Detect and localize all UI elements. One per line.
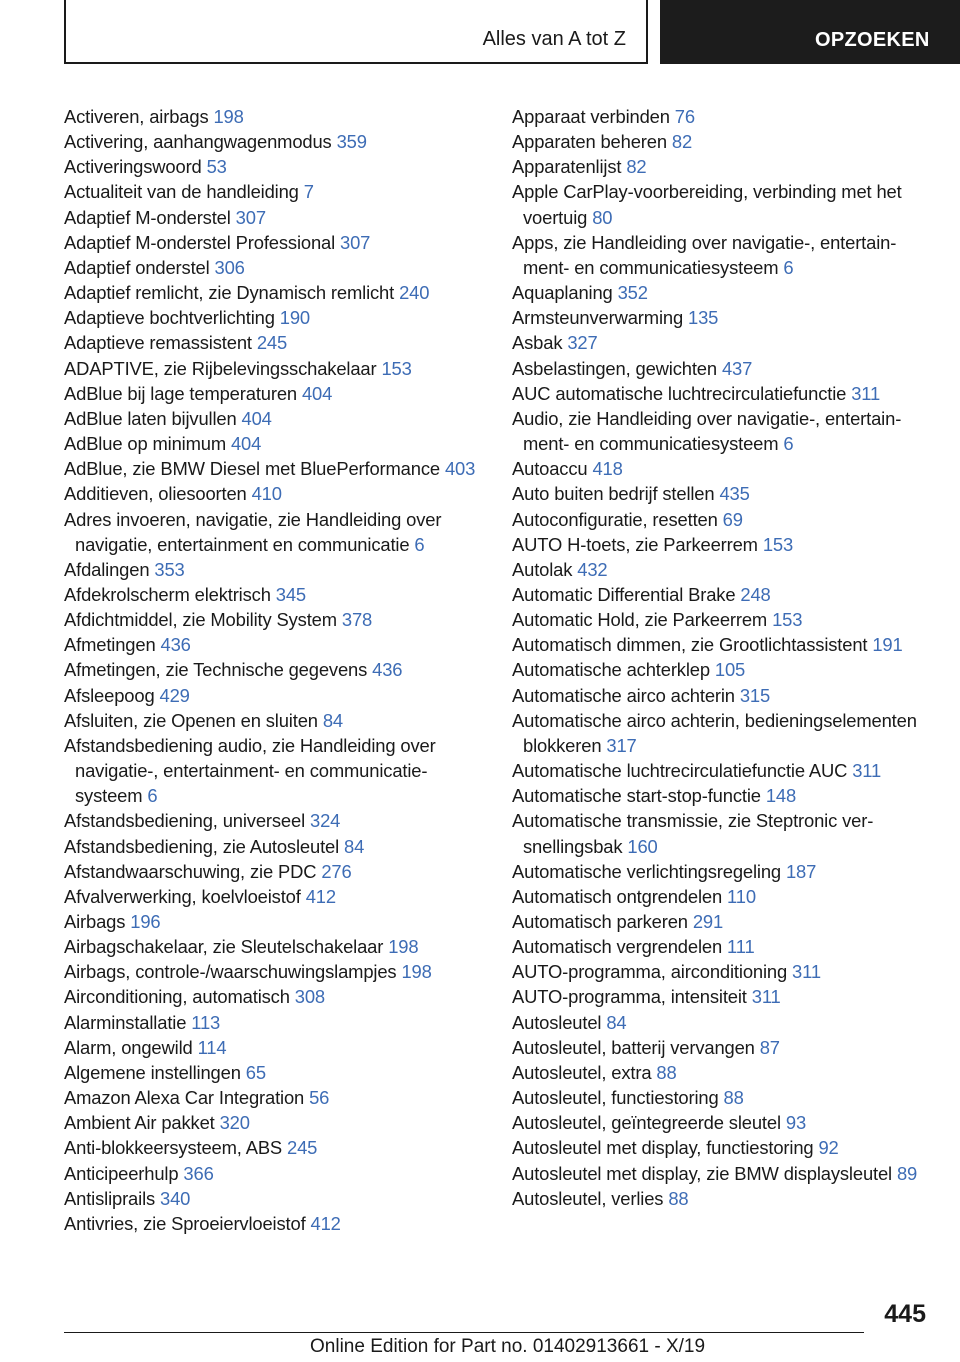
index-entry-text: Autosleutel, batterij vervangen <box>512 1036 755 1058</box>
page-reference-link[interactable]: 65 <box>245 1061 266 1083</box>
page-reference-link[interactable]: 308 <box>294 986 326 1008</box>
page-reference-link[interactable]: 248 <box>740 583 771 605</box>
index-entry-text: Adres invoeren, navigatie, zie Handleiding over navigatie, entertainment en communicatie <box>64 508 442 555</box>
index-entry <box>64 330 484 355</box>
index-entry <box>64 1110 484 1135</box>
index-entry <box>64 1060 484 1085</box>
page-reference-link[interactable]: 245 <box>287 1137 318 1159</box>
page-number: 445 <box>884 1300 926 1328</box>
page-reference-link[interactable]: 353 <box>154 558 185 580</box>
page-reference-link[interactable]: 76 <box>674 106 695 127</box>
index-entry <box>512 859 932 884</box>
page-reference-link[interactable]: 432 <box>577 558 608 580</box>
index-entry <box>512 330 932 355</box>
index-entry <box>512 481 932 506</box>
index-entry-text: Autosleutel, functiestoring <box>512 1087 719 1109</box>
page-reference-link[interactable]: 198 <box>401 961 432 983</box>
index-entry-text: ADAPTIVE, zie Rijbelevingsschakelaar <box>64 357 377 379</box>
index-entry-text: Afdichtmiddel, zie Mobility System <box>64 609 337 631</box>
index-entry <box>512 557 932 582</box>
index-entry-text: Antivries, zie Sproeiervloeistof <box>64 1212 306 1234</box>
index-entry-text: Automatisch vergrendelen <box>512 936 723 958</box>
index-entry-text: AUTO-programma, airconditioning <box>512 961 788 983</box>
page-reference-link[interactable]: 435 <box>719 483 750 505</box>
index-entry-text: AdBlue, zie BMW Diesel met BluePerformance <box>64 458 440 480</box>
index-entry-text: Armsteunverwarming <box>512 307 684 329</box>
page-reference-link[interactable]: 412 <box>310 1212 341 1234</box>
index-entry <box>64 1035 484 1060</box>
index-entry <box>64 733 484 808</box>
page-reference-link[interactable]: 311 <box>852 760 882 782</box>
index-entry-text: Afstandsbediening, universeel <box>64 810 306 832</box>
index-entry <box>512 230 932 280</box>
page-reference-link[interactable]: 82 <box>671 131 693 153</box>
index-entry <box>512 532 932 557</box>
index-entry-text: Automatic Hold, zie Parkeerrem <box>512 609 768 631</box>
page-reference-link[interactable]: 6 <box>783 256 794 278</box>
index-entry-text: Airconditioning, automatisch <box>64 986 290 1008</box>
index-entry <box>64 1010 484 1035</box>
page-reference-link[interactable]: 403 <box>444 458 476 480</box>
page-reference-link[interactable]: 153 <box>381 357 412 379</box>
index-entry <box>64 255 484 280</box>
index-entry-text: Afsluiten, zie Openen en sluiten <box>64 709 318 731</box>
index-entry-text: Afmetingen <box>64 634 156 656</box>
index-entry-text: Ambient Air pakket <box>64 1112 215 1134</box>
footer-divider <box>64 1332 864 1333</box>
page-reference-link[interactable]: 436 <box>372 659 403 681</box>
page-reference-link[interactable]: 87 <box>759 1036 780 1058</box>
page-reference-link[interactable]: 340 <box>160 1187 191 1209</box>
page-reference-link[interactable]: 245 <box>256 332 288 354</box>
index-entry <box>64 808 484 833</box>
index-entry <box>512 1110 932 1135</box>
page-reference-link[interactable]: 88 <box>723 1087 744 1109</box>
index-entry <box>512 1135 932 1160</box>
index-entry <box>64 1135 484 1160</box>
page-reference-link[interactable]: 82 <box>626 156 647 178</box>
page-reference-link[interactable]: 291 <box>692 911 724 932</box>
index-entry <box>512 154 932 179</box>
index-entry <box>512 1035 932 1060</box>
page-reference-link[interactable]: 317 <box>606 734 637 756</box>
edition-text: Online Edition for Part no. 01402913661 - X/19 <box>310 1336 706 1357</box>
index-entry-text: Airbagschakelaar, zie Sleutelschakelaar <box>64 936 384 958</box>
index-entry <box>64 305 484 330</box>
index-entry-text: AdBlue op minimum <box>64 433 227 455</box>
page-reference-link[interactable]: 6 <box>414 533 425 555</box>
page-reference-link[interactable]: 84 <box>322 709 343 731</box>
index-entry-text: Audio, zie Handleiding over navigatie-, entertainment- en communicatiesysteem <box>512 407 902 455</box>
index-entry <box>64 959 484 984</box>
index-entry-text: Auto buiten bedrijf stellen <box>512 483 715 505</box>
page-reference-link[interactable]: 378 <box>341 609 373 631</box>
index-entry <box>64 1085 484 1110</box>
page-reference-link[interactable]: 240 <box>399 282 430 304</box>
index-entry <box>64 1161 484 1186</box>
index-entry-text: Automatische verlichtingsregeling <box>512 860 782 882</box>
index-entry-text: Activeren, airbags <box>64 106 209 127</box>
index-entry <box>512 381 932 406</box>
index-entry-text: Autosleutel, geïntegreerde sleutel <box>512 1112 781 1134</box>
index-entry-text: Afmetingen, zie Technische gegevens <box>64 659 368 681</box>
page-reference-link[interactable]: 198 <box>388 936 419 958</box>
index-entry <box>64 607 484 632</box>
index-entry <box>64 683 484 708</box>
index-entry <box>64 356 484 381</box>
page-reference-link[interactable]: 418 <box>592 458 623 480</box>
index-entry <box>512 507 932 532</box>
page-reference-link[interactable]: 410 <box>251 483 282 505</box>
page-reference-link[interactable]: 404 <box>230 433 262 455</box>
page-reference-link[interactable]: 6 <box>147 785 158 807</box>
index-entry-text: Automatische transmissie, zie Steptronic versnellingsbak <box>512 810 874 857</box>
index-entry <box>512 1060 932 1085</box>
index-entry <box>512 934 932 959</box>
index-entry-text: Adaptief M-onderstel <box>64 206 231 228</box>
page-reference-link[interactable]: 307 <box>340 231 371 253</box>
index-entry-text: Anticipeerhulp <box>64 1162 179 1184</box>
index-entry <box>512 758 932 783</box>
index-entry-text: Adaptief onderstel <box>64 256 210 278</box>
index-entry <box>512 1085 932 1110</box>
page-reference-link[interactable]: 88 <box>668 1187 689 1209</box>
index-entry-text: Aquaplaning <box>512 282 613 304</box>
index-entry <box>64 129 484 154</box>
page-reference-link[interactable]: 366 <box>183 1162 214 1184</box>
index-entry <box>64 205 484 230</box>
index-entry-text: Actualiteit van de handleiding <box>64 181 299 203</box>
index-entry-text: Automatische airco achterin <box>512 684 735 706</box>
index-entry <box>64 481 484 506</box>
page-reference-link[interactable]: 320 <box>219 1112 250 1134</box>
page-reference-link[interactable]: 84 <box>344 835 365 857</box>
index-entry <box>64 632 484 657</box>
header-section-box <box>64 0 648 64</box>
index-entry-text: Automatisch ontgrendelen <box>512 885 723 907</box>
index-entry-text: Automatic Differential Brake <box>512 583 736 605</box>
index-entry-text: Airbags <box>64 911 126 932</box>
index-entry-text: Asbelastingen, gewichten <box>512 357 717 379</box>
index-entry-text: Alarminstallatie <box>64 1011 187 1033</box>
page-reference-link[interactable]: 92 <box>818 1137 839 1159</box>
page-reference-link[interactable]: 196 <box>130 911 161 932</box>
index-entry-text: AdBlue bij lage temperaturen <box>64 382 297 404</box>
index-entry <box>64 1186 484 1211</box>
index-entry <box>512 104 932 129</box>
index-entry <box>512 909 932 934</box>
page-reference-link[interactable]: 404 <box>241 407 272 429</box>
page-reference-link[interactable]: 187 <box>785 860 817 882</box>
page-reference-link[interactable]: 311 <box>751 986 781 1008</box>
page-reference-link[interactable]: 80 <box>592 206 613 228</box>
page-reference-link[interactable]: 88 <box>656 1061 677 1083</box>
index-entry <box>512 783 932 808</box>
page-reference-link[interactable]: 311 <box>792 961 821 983</box>
index-entry <box>512 632 932 657</box>
page-reference-link[interactable]: 153 <box>762 533 794 555</box>
index-entry <box>64 984 484 1009</box>
index-entry <box>64 381 484 406</box>
index-entry <box>512 456 932 481</box>
page-reference-link[interactable]: 359 <box>336 131 367 153</box>
page-reference-link[interactable]: 113 <box>191 1011 221 1033</box>
index-entry <box>512 708 932 758</box>
index-entry-text: Adaptieve bochtverlichting <box>64 307 275 329</box>
index-entry-text: Airbags, controle-/waarschuwingslampjes <box>64 961 397 983</box>
index-entry <box>512 808 932 858</box>
index-entry-text: Afdalingen <box>64 558 150 580</box>
index-entry-text: Adaptieve remassistent <box>64 332 252 354</box>
page-reference-link[interactable]: 84 <box>606 1011 627 1033</box>
index-entry-text: Autoconfiguratie, resetten <box>512 508 718 530</box>
index-entry-text: Apparatenlijst <box>512 156 622 178</box>
page-reference-link[interactable]: 114 <box>197 1036 227 1058</box>
index-entry-text: Apps, zie Handleiding over navigatie-, entertainment- en communicatiesysteem <box>512 231 897 278</box>
index-entry <box>512 1010 932 1035</box>
index-entry-text: Autosleutel met display, functiestoring <box>512 1137 814 1159</box>
page-reference-link[interactable]: 315 <box>739 684 771 706</box>
index-entry-text: Adaptief M-onderstel Professional <box>64 231 336 253</box>
index-entry <box>512 657 932 682</box>
page-reference-link[interactable]: 306 <box>214 256 245 278</box>
index-entry <box>64 909 484 934</box>
index-entry-text: Autosleutel <box>512 1011 602 1033</box>
index-entry <box>64 557 484 582</box>
index-entry-text: Automatische luchtrecirculatiefunctie AUC <box>512 760 848 782</box>
index-entry <box>512 884 932 909</box>
index-entry <box>512 683 932 708</box>
index-entry-text: Algemene instellingen <box>64 1061 241 1083</box>
index-entry <box>64 884 484 909</box>
page-reference-link[interactable]: 56 <box>309 1087 330 1109</box>
index-entry <box>64 708 484 733</box>
index-entry-text: Afstandsbediening audio, zie Handleiding over navigatie-, entertainment- en communicatiesysteem <box>64 734 436 807</box>
index-entry-text: Autosleutel, verlies <box>512 1187 664 1209</box>
index-entry-text: Afdekrolscherm elektrisch <box>64 583 271 605</box>
index-entry <box>512 305 932 330</box>
page-reference-link[interactable]: 307 <box>235 206 266 228</box>
index-entry <box>512 280 932 305</box>
page-reference-link[interactable]: 352 <box>617 282 648 304</box>
index-entry <box>64 1211 484 1236</box>
index-entry <box>64 934 484 959</box>
index-entry <box>64 154 484 179</box>
page-reference-link[interactable]: 110 <box>727 885 756 907</box>
index-entry <box>64 280 484 305</box>
page-reference-link[interactable]: 404 <box>301 382 333 404</box>
index-entry-text: Afsleepoog <box>64 684 155 706</box>
index-entry <box>512 406 932 456</box>
page-reference-link[interactable]: 324 <box>310 810 341 832</box>
page-reference-link[interactable]: 327 <box>567 332 598 354</box>
index-entry <box>64 657 484 682</box>
page-reference-link[interactable]: 311 <box>851 382 881 404</box>
page-reference-link[interactable]: 148 <box>765 785 797 807</box>
page-reference-link[interactable]: 276 <box>321 860 352 882</box>
page-reference-link[interactable]: 7 <box>303 181 314 203</box>
page-reference-link[interactable]: 6 <box>783 433 794 455</box>
index-entry-text: Autosleutel met display, zie BMW displaysleutel <box>512 1162 892 1184</box>
index-entry-text: Automatische airco achterin, bedieningselementen blokkeren <box>512 709 917 756</box>
page-reference-link[interactable]: 436 <box>160 634 191 656</box>
index-column-left <box>64 104 484 1236</box>
index-entry <box>512 1161 932 1186</box>
index-entry-text: Autosleutel, extra <box>512 1061 652 1083</box>
index-entry <box>512 984 932 1009</box>
tab-opzoeken-label: OPZOEKEN <box>815 29 930 51</box>
index-entry <box>512 356 932 381</box>
index-entry-text: Activeringswoord <box>64 156 202 178</box>
index-entry <box>64 582 484 607</box>
page-reference-link[interactable]: 153 <box>772 609 803 631</box>
index-entry <box>512 607 932 632</box>
index-entry <box>512 1186 932 1211</box>
index-entry-text: Amazon Alexa Car Integration <box>64 1087 305 1109</box>
tab-opzoeken[interactable] <box>660 0 960 64</box>
index-entry-text: Autolak <box>512 558 573 580</box>
index-column-right <box>512 104 932 1211</box>
page-reference-link[interactable]: 191 <box>872 634 903 656</box>
index-entry-text: AUTO H-toets, zie Parkeerrem <box>512 533 758 555</box>
page-reference-link[interactable]: 89 <box>896 1162 918 1184</box>
index-entry <box>512 959 932 984</box>
index-entry <box>64 104 484 129</box>
index-entry-text: Asbak <box>512 332 563 354</box>
index-entry <box>64 507 484 557</box>
index-entry-text: Apparaten beheren <box>512 131 667 153</box>
page-reference-link[interactable]: 198 <box>213 106 244 127</box>
index-entry-text: Activering, aanhangwagenmodus <box>64 131 332 153</box>
index-entry <box>64 230 484 255</box>
index-entry-text: Apparaat verbinden <box>512 106 670 127</box>
index-entry-text: Automatisch dimmen, zie Grootlichtassistent <box>512 634 868 656</box>
index-entry <box>512 582 932 607</box>
index-entry-text: Autoaccu <box>512 458 588 480</box>
index-entry <box>64 456 484 481</box>
page-reference-link[interactable]: 160 <box>627 835 658 857</box>
index-entry <box>512 179 932 229</box>
index-entry-text: Alarm, ongewild <box>64 1036 193 1058</box>
page-reference-link[interactable]: 105 <box>714 659 746 681</box>
section-title: Alles van A tot Z <box>482 28 626 50</box>
index-entry-text: Automatische start-stop-functie <box>512 785 761 807</box>
page-reference-link[interactable]: 429 <box>159 684 190 706</box>
index-entry-text: AUTO-programma, intensiteit <box>512 986 747 1008</box>
page-reference-link[interactable]: 412 <box>305 885 336 907</box>
index-entry-text: Anti-blokkeersysteem, ABS <box>64 1137 283 1159</box>
index-entry-text: Additieven, oliesoorten <box>64 483 247 505</box>
index-entry-text: AdBlue laten bijvullen <box>64 407 237 429</box>
page-reference-link[interactable]: 437 <box>721 357 753 379</box>
index-entry-text: Afstandsbediening, zie Autosleutel <box>64 835 340 857</box>
index-entry-text: Antisliprails <box>64 1187 156 1209</box>
index-entry-text: AUC automatische luchtrecirculatiefunctie <box>512 382 847 404</box>
index-entry-text: Afvalverwerking, koelvloeistof <box>64 885 301 907</box>
index-entry <box>64 834 484 859</box>
index-entry-text: Automatische achterklep <box>512 659 710 681</box>
page-reference-link[interactable]: 345 <box>275 583 306 605</box>
index-entry-text: Automatisch parkeren <box>512 911 688 932</box>
index-entry-text: Adaptief remlicht, zie Dynamisch remlicht <box>64 282 395 304</box>
index-entry <box>64 406 484 431</box>
index-entry-text: Apple CarPlay-voorbereiding, verbinding met het voertuig <box>512 181 902 228</box>
page-reference-link[interactable]: 135 <box>688 307 719 329</box>
page-reference-link[interactable]: 69 <box>722 508 743 530</box>
index-entry-text: Afstandwaarschuwing, zie PDC <box>64 860 317 882</box>
page-reference-link[interactable]: 111 <box>727 936 755 958</box>
index-entry <box>64 431 484 456</box>
index-entry <box>64 859 484 884</box>
page-reference-link[interactable]: 93 <box>785 1112 807 1134</box>
page-reference-link[interactable]: 53 <box>206 156 227 178</box>
index-entry <box>64 179 484 204</box>
index-entry <box>512 129 932 154</box>
page-reference-link[interactable]: 190 <box>279 307 310 329</box>
